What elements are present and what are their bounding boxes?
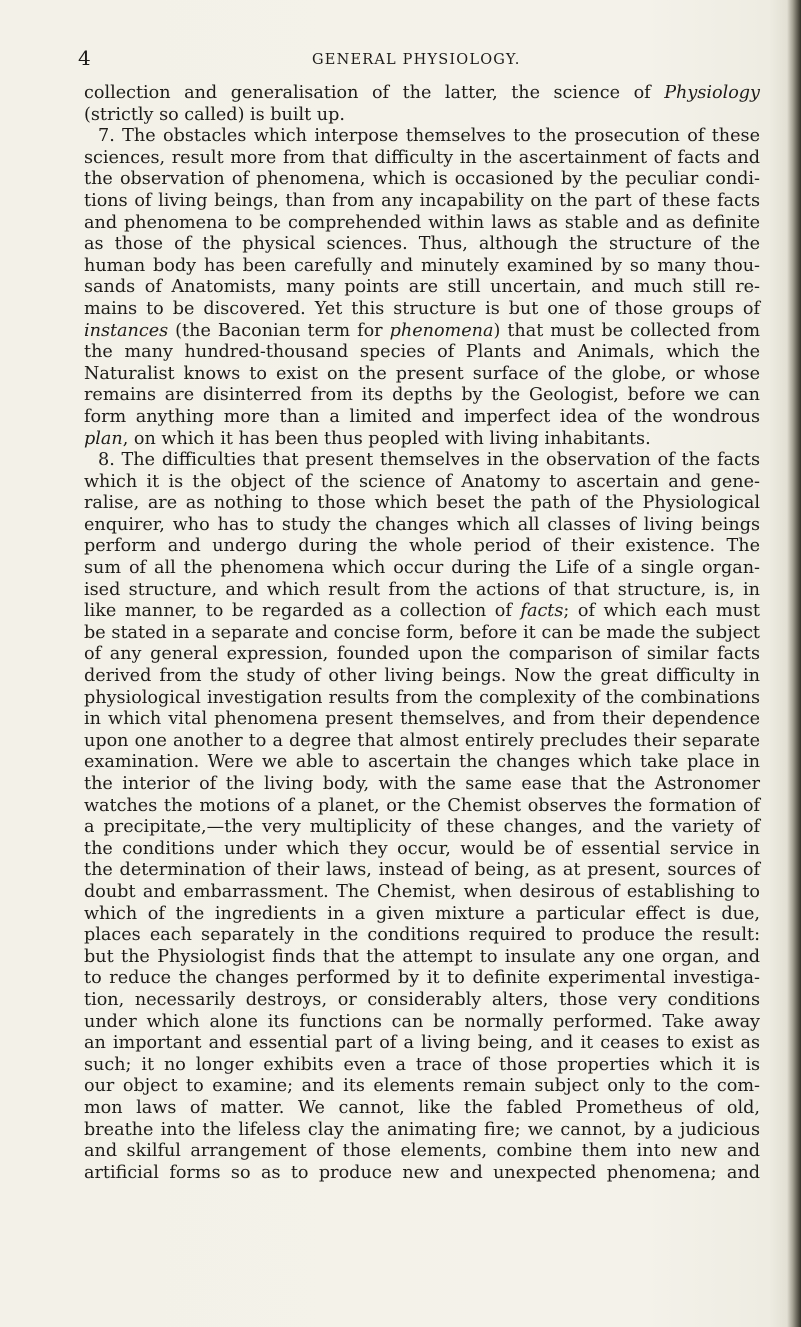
text-line: as those of the physical sciences. Thus, although the structure of the <box>84 234 760 255</box>
text-line: perform and undergo during the whole period of their existence. The <box>84 536 760 557</box>
text-line: our object to examine; and its elements remain subject only to the com- <box>84 1076 760 1097</box>
text-line: plan, on which it has been thus peopled with living inhabitants. <box>84 428 651 449</box>
text-line: which it is the object of the science of Anatomy to ascertain and gene- <box>84 471 760 492</box>
text-line: sum of all the phenomena which occur during the Life of a single organ- <box>84 558 760 579</box>
text-line: in which vital phenomena present themselves, and from their dependence <box>84 709 760 730</box>
text-line: collection and generalisation of the latter, the science of Physiology <box>84 83 760 103</box>
text-line: sands of Anatomists, many points are still uncertain, and much still re- <box>84 277 760 298</box>
text-line: tions of living beings, than from any incapability on the part of these facts <box>84 190 760 211</box>
text-line: Naturalist knows to exist on the present surface of the globe, or whose <box>84 363 760 384</box>
text-line: the many hundred-thousand species of Plants and Animals, which the <box>84 342 760 363</box>
text-line: tion, necessarily destroys, or considerably alters, those very conditions <box>84 989 760 1010</box>
text-line: of any general expression, founded upon the comparison of similar facts <box>84 644 760 665</box>
text-line: like manner, to be regarded as a collection of facts; of which each must <box>84 601 760 622</box>
text-line: watches the motions of a planet, or the Chemist observes the formation of <box>84 795 760 816</box>
text-line: and skilful arrangement of those elements, combine them into new and <box>84 1141 760 1162</box>
text-line: (strictly so called) is built up. <box>84 104 345 125</box>
text-line: mon laws of matter. We cannot, like the fabled Prometheus of old, <box>84 1097 760 1118</box>
text-line: doubt and embarrassment. The Chemist, when desirous of establishing to <box>84 881 760 902</box>
text-line: the interior of the living body, with the same ease that the Astronomer <box>84 774 760 794</box>
text-line: places each separately in the conditions required to produce the result: <box>84 925 760 946</box>
text-line: instances (the Baconian term for phenomena) that must be collected from <box>84 320 761 341</box>
text-line: mains to be discovered. Yet this structure is but one of those groups of <box>84 298 760 319</box>
text-line: 7. The obstacles which interpose themselves to the prosecution of these <box>98 126 760 147</box>
text-line: breathe into the lifeless clay the animating fire; we cannot, by a judicious <box>84 1119 760 1140</box>
text-line: ised structure, and which result from the actions of that structure, is, in <box>84 579 760 600</box>
text-line: the observation of phenomena, which is occasioned by the peculiar condi- <box>84 169 760 190</box>
text-line: artificial forms so as to produce new and unexpected phenomena; and <box>84 1162 760 1183</box>
page-edge-shadow <box>787 0 801 1327</box>
text-line: ralise, are as nothing to those which beset the path of the Physiological <box>84 493 760 514</box>
text-line: to reduce the changes performed by it to definite experimental investiga- <box>84 968 760 989</box>
text-line: an important and essential part of a living being, and it ceases to exist as <box>84 1033 760 1054</box>
text-line: the determination of their laws, instead of being, as at present, sources of <box>84 860 760 881</box>
text-line: enquirer, who has to study the changes which all classes of living beings <box>84 514 760 535</box>
text-line: form anything more than a limited and imperfect idea of the wondrous <box>84 406 760 427</box>
running-head: GENERAL PHYSIOLOGY. <box>312 52 521 68</box>
text-line: examination. Were we able to ascertain the changes which take place in <box>84 752 760 773</box>
text-line: the conditions under which they occur, would be of essential service in <box>84 838 760 859</box>
text-line: 8. The difficulties that present themselves in the observation of the facts <box>98 450 760 471</box>
page-header <box>78 46 718 70</box>
body-text <box>84 83 760 1184</box>
text-line: upon one another to a degree that almost entirely precludes their separate <box>84 730 760 751</box>
text-line: and phenomena to be comprehended within laws as stable and as definite <box>84 212 760 233</box>
text-line: but the Physiologist finds that the attempt to insulate any one organ, and <box>84 946 760 967</box>
text-line: physiological investigation results from the complexity of the combinations <box>84 687 760 708</box>
text-line: a precipitate,—the very multiplicity of these changes, and the variety of <box>84 817 760 838</box>
text-line: be stated in a separate and concise form, before it can be made the subject <box>84 622 760 643</box>
text-line: sciences, result more from that difficulty in the ascertainment of facts and <box>84 147 760 168</box>
text-line: derived from the study of other living beings. Now the great difficulty in <box>84 666 760 687</box>
text-line: such; it no longer exhibits even a trace of those properties which it is <box>84 1054 760 1075</box>
text-line: remains are disinterred from its depths by the Geologist, before we can <box>84 385 760 406</box>
text-line: under which alone its functions can be normally performed. Take away <box>84 1011 760 1032</box>
text-line: which of the ingredients in a given mixture a particular effect is due, <box>84 903 760 924</box>
page-number: 4 <box>78 46 91 70</box>
text-line: human body has been carefully and minutely examined by so many thou- <box>84 255 760 276</box>
